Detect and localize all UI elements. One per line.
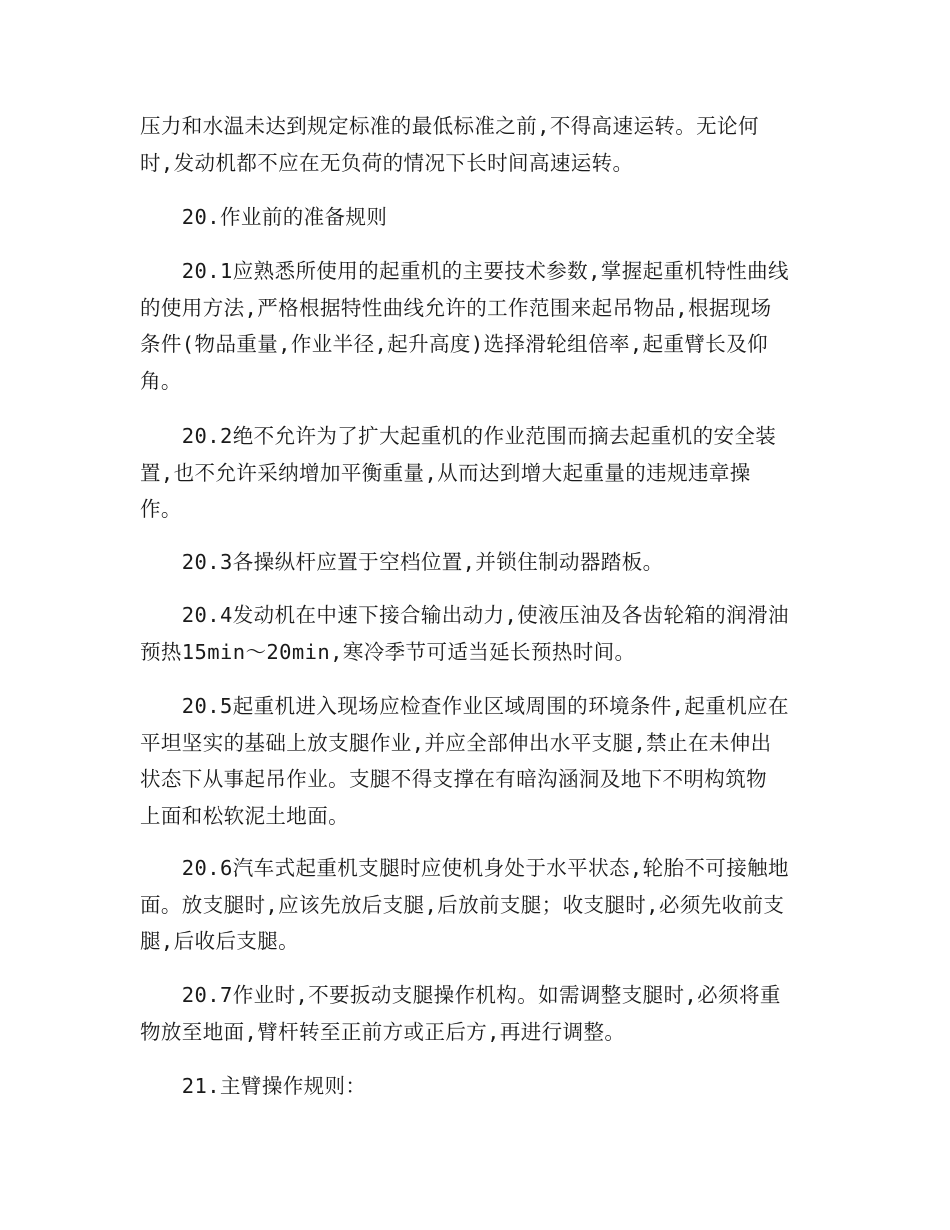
- paragraph-20-5: 20.5起重机进入现场应检查作业区域周围的环境条件,起重机应在 平坦坚实的基础上放支腿作业,并应全部伸出水平支腿,禁止在未伸出 状态下从事起吊作业。支腿不得支撑在有暗沟涵洞及地下不明构筑物 上面和松软泥土地面。: [140, 694, 789, 828]
- paragraph-20-7: 20.7作业时,不要扳动支腿操作机构。如需调整支腿时,必须将重 物放至地面,臂杆转至正前方或正后方,再进行调整。: [140, 983, 781, 1044]
- paragraph-20-3: 20.3各操纵杆应置于空档位置,并锁住制动器踏板。: [140, 550, 664, 574]
- heading-section-21: 21.主臂操作规则：: [140, 1074, 367, 1098]
- paragraph-20-4: 20.4发动机在中速下接合输出动力,使液压油及各齿轮箱的润滑油 预热15min～20min,寒冷季节可适当延长预热时间。: [140, 603, 789, 664]
- paragraph-20-2: 20.2绝不允许为了扩大起重机的作业范围而摘去起重机的安全装 置,也不允许采纳增加平衡重量,从而达到增大起重量的违规违章操 作。: [140, 424, 777, 522]
- paragraph-20-1: 20.1应熟悉所使用的起重机的主要技术参数,掌握起重机特性曲线 的使用方法,严格根据特性曲线允许的工作范围来起吊物品,根据现场 条件(物品重量,作业半径,起升高度)选择滑轮组倍率,起重臂长及仰 角。: [140, 259, 789, 393]
- heading-section-20: 20.作业前的准备规则: [140, 205, 388, 229]
- paragraph-20-6: 20.6汽车式起重机支腿时应使机身处于水平状态,轮胎不可接触地 面。放支腿时,应该先放后支腿,后放前支腿；收支腿时,必须先收前支 腿,后收后支腿。: [140, 856, 789, 954]
- paragraph-engine-speed-continued: 压力和水温未达到规定标准的最低标准之前,不得高速运转。无论何 时,发动机都不应在无负荷的情况下长时间高速运转。: [140, 114, 759, 175]
